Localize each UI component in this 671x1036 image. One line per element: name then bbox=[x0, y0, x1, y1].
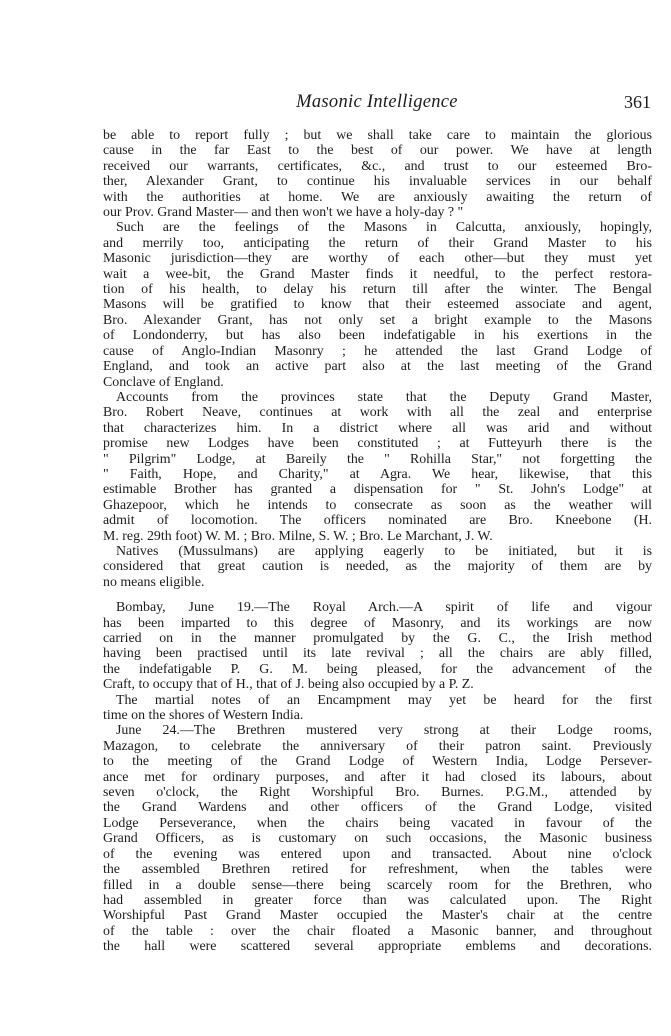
running-title: Masonic Intelligence bbox=[296, 92, 458, 112]
text-line: the indefatigable P. G. M. being pleased, for the advancement of the bbox=[103, 661, 652, 677]
text-line: of Londonderry, but has also been indefatigable in his exertions in the bbox=[103, 328, 652, 344]
text-line: England, and took an active part also at the last meeting of the Grand bbox=[103, 359, 652, 375]
text-line: having been practised until its late revival ; all the chairs are ably filled, bbox=[103, 646, 652, 662]
text-line: our Prov. Grand Master— and then won't we have a holy-day ? " bbox=[103, 205, 464, 221]
paragraph bbox=[103, 723, 652, 954]
text-line: that characterizes him. In a district where all was arid and without bbox=[103, 420, 652, 436]
text-line: to the meeting of the Grand Lodge of Western India, Lodge Persever- bbox=[103, 754, 652, 770]
text-line: Masonic jurisdiction—they are worthy of each other—but they must yet bbox=[103, 251, 652, 267]
text-line: The martial notes of an Encampment may yet be heard for the first bbox=[116, 692, 652, 708]
text-line: Craft, to occupy that of H., that of J. being also occupied by a P. Z. bbox=[103, 677, 474, 693]
page-header bbox=[103, 92, 651, 116]
text-line: Bombay, June 19.—The Royal Arch.—A spirit of life and vigour bbox=[116, 600, 652, 616]
text-line: Bro. Alexander Grant, has not only set a bright example to the Masons bbox=[103, 312, 652, 328]
text-line: considered that great caution is needed, as the majority of them are by bbox=[103, 559, 652, 575]
text-line: carried on in the manner promulgated by the G. C., the Irish method bbox=[103, 631, 652, 646]
text-line: be able to report fully ; but we shall take care to maintain the glorious bbox=[103, 128, 652, 143]
text-line: the Grand Wardens and other officers of the Grand Lodge, visited bbox=[103, 800, 652, 816]
paragraph bbox=[103, 220, 652, 389]
text-line: Conclave of England. bbox=[103, 374, 224, 390]
paragraph bbox=[103, 544, 652, 590]
text-line: Accounts from the provinces state that the Deputy Grand Master, bbox=[116, 389, 652, 405]
text-line: ther, Alexander Grant, to continue his invaluable services in our behalf bbox=[103, 174, 652, 190]
text-line: Masons will be gratified to know that their esteemed associate and agent, bbox=[103, 297, 652, 313]
text-line: Natives (Mussulmans) are applying eagerly to be initiated, but it is bbox=[116, 543, 652, 559]
text-line: and merrily too, anticipating the return of their Grand Master to his bbox=[103, 235, 652, 251]
text-line: seven o'clock, the Right Worshipful Bro. Burnes. P.G.M., attended by bbox=[103, 785, 652, 801]
text-line: cause in the far East to the best of our power. We have at length bbox=[103, 143, 652, 159]
text-line: Lodge Perseverance, when the chairs being vacated in favour of the bbox=[103, 815, 652, 831]
text-line: the hall were scattered several appropriate emblems and decorations. bbox=[103, 939, 652, 955]
section-gap bbox=[103, 590, 652, 600]
text-line: estimable Brother has granted a dispensation for " St. John's Lodge" at bbox=[103, 482, 652, 498]
text-line: Worshipful Past Grand Master occupied the Master's chair at the centre bbox=[103, 908, 652, 924]
text-line: Mazagon, to celebrate the anniversary of their patron saint. Previously bbox=[103, 738, 652, 754]
text-line: had assembled in greater force than was calculated upon. The Right bbox=[103, 892, 652, 908]
text-line: admit of locomotion. The officers nominated are Bro. Kneebone (H. bbox=[103, 513, 652, 529]
text-line: promise new Lodges have been constituted ; at Futteyurh there is the bbox=[103, 436, 652, 452]
text-line: received our warrants, certificates, &c., and trust to our esteemed Bro- bbox=[103, 158, 652, 174]
text-line: cause of Anglo-Indian Masonry ; he attended the last Grand Lodge of bbox=[103, 343, 652, 359]
body-text bbox=[103, 128, 652, 955]
text-line: with the authorities at home. We are anxiously awaiting the return of bbox=[103, 189, 652, 205]
text-line: M. reg. 29th foot) W. M. ; Bro. Milne, S. W. ; Bro. Le Marchant, J. W. bbox=[103, 528, 493, 544]
text-line: Bro. Robert Neave, continues at work with all the zeal and enterprise bbox=[103, 405, 652, 421]
text-line: time on the shores of Western India. bbox=[103, 708, 304, 724]
text-line: filled in a double sense—there being scarcely room for the Brethren, who bbox=[103, 877, 652, 893]
paragraph bbox=[103, 693, 652, 724]
paragraph bbox=[103, 600, 652, 692]
text-line: has been imparted to this degree of Masonry, and its workings are now bbox=[103, 615, 652, 631]
paragraph bbox=[103, 390, 652, 544]
text-line: of the evening was entered upon and transacted. About nine o'clock bbox=[103, 846, 652, 862]
text-line: no means eligible. bbox=[103, 574, 205, 590]
text-line: " Pilgrim" Lodge, at Bareily the " Rohilla Star," not forgetting the bbox=[103, 451, 652, 467]
text-line: of the table : over the chair floated a Masonic banner, and throughout bbox=[103, 923, 652, 939]
text-line: ance met for ordinary purposes, and after it had closed its labours, about bbox=[103, 769, 652, 785]
text-line: wait a wee-bit, the Grand Master finds it needful, to the perfect restora- bbox=[103, 266, 652, 282]
text-line: the assembled Brethren retired for refreshment, when the tables were bbox=[103, 862, 652, 878]
page-number: 361 bbox=[624, 92, 651, 112]
text-line: June 24.—The Brethren mustered very strong at their Lodge rooms, bbox=[116, 723, 652, 739]
text-line: " Faith, Hope, and Charity," at Agra. We hear, likewise, that this bbox=[103, 466, 652, 482]
text-line: Grand Officers, as is customary on such occasions, the Masonic business bbox=[103, 831, 652, 847]
paragraph bbox=[103, 128, 652, 220]
text-line: Ghazepoor, which he intends to consecrate as soon as the weather will bbox=[103, 497, 652, 513]
text-line: tion of his health, to delay his return till after the winter. The Bengal bbox=[103, 282, 652, 298]
text-line: Such are the feelings of the Masons in Calcutta, anxiously, hopingly, bbox=[116, 220, 652, 236]
